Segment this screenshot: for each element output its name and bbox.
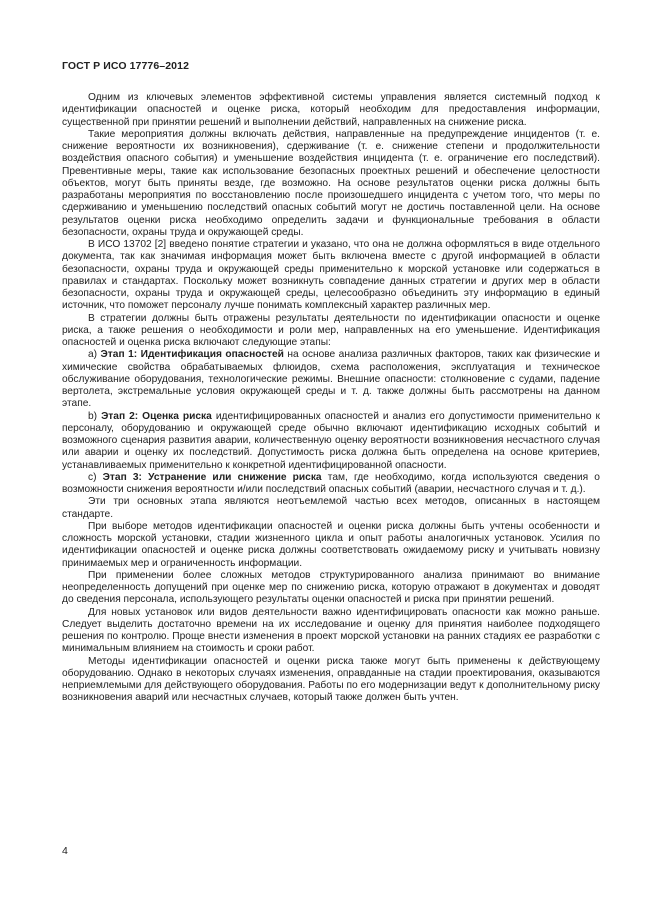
- paragraph-11: Для новых установок или видов деятельности важно идентифицировать опасности как можно раньше. Следует выделить достаточно времени на их исследование и оценку для принятия наиболее подходящего решения по контролю. Проще внести изменения в проект морской установки на ранних стадиях ее разработки с минимальным влиянием на стоимость и сроки работ.: [62, 606, 600, 655]
- stage-3-title: Этап 3: Устранение или снижение риска: [102, 471, 322, 483]
- paragraph-4: В стратегии должны быть отражены результаты деятельности по идентификации опасности и оценке риска, а также решения о необходимости и роли мер, направленных на его уменьшение. Идентификация опасностей и оценка риска включают следующие этапы:: [62, 312, 600, 348]
- standard-header: ГОСТ Р ИСО 17776–2012: [62, 60, 190, 72]
- stage-2-marker: b): [88, 410, 98, 422]
- stage-2-title: Этап 2: Оценка риска: [101, 410, 212, 422]
- paragraph-9: При выборе методов идентификации опасностей и оценки риска должны быть учтены особенности и сложность морской установки, стадии жизненного цикла и опыт работы аналогичных установок. Усилия по идентификации опасностей и оценке риска должны соответствовать ожидаемому риску и учитывать новизну принимаемых мер и ограниченность информации.: [62, 520, 600, 569]
- page-number: 4: [62, 845, 68, 857]
- paragraph-3: В ИСО 13702 [2] введено понятие стратегии и указано, что она не должна оформляться в виде отдельного документа, так как значимая информация может быть включена вместе с другой информацией в области безопасности, охраны труда и окружающей среды применительно к морской установке или содержаться в правилах и стандартах. Поскольку может возникнуть совпадение данных стратегии и других мер в области безопасности, охраны труда и окружающей среды, целесообразно объединить эту информацию в единый источник, что поможет персоналу лучше понимать комплексный характер различных мер.: [62, 239, 600, 312]
- stage-2-text: идентифицированных опасностей и анализ его допустимости применительно к персоналу, оборудованию и окружающей среде обычно включают идентификацию исходных событий и возможного сценария развития аварии, количественную оценку вероятности возникновения несчастного случая или аварии и оценку их последствий. Допустимость риска должна быть определена на основе критериев, устанавливаемых применительно к конкретной идентифицированной опасности.: [62, 410, 600, 471]
- paragraph-10: При применении более сложных методов структурированного анализа принимают во внимание неопределенность допущений при оценке мер по снижению риска, которую отражают в документах и доводят до сведения персонала, использующего результаты оценки опасностей и риска при принятии решений.: [62, 569, 600, 606]
- document-body: [62, 92, 600, 705]
- paragraph-12: Методы идентификации опасностей и оценки риска также могут быть применены к действующему оборудованию. Однако в некоторых случаях изменения, оправданные на стадии проектирования, оказываются неприемлемыми для действующего оборудования. Работы по его модернизации ведут к дополнительному риску возникновения аварий или несчастных случаев, который также должен быть учтен.: [62, 655, 600, 704]
- stage-3-item: [62, 472, 600, 497]
- stage-2-item: [62, 411, 600, 472]
- stage-3-marker: c): [88, 471, 97, 483]
- stage-1-title: Этап 1: Идентификация опасностей: [100, 349, 284, 361]
- stage-1-item: [62, 349, 600, 410]
- paragraph-1: Одним из ключевых элементов эффективной системы управления является системный подход к идентификации опасностей и оценке риска, который необходим для предоставления информации, существенной при принятии решений и выполнении действий, направленных на снижение риска.: [62, 92, 600, 128]
- stage-1-marker: a): [88, 349, 98, 361]
- stage-1-text: на основе анализа различных факторов, таких как физические и химические свойства обрабатываемых флюидов, схема расположения, эксплуатация и техническое обслуживание оборудования, технологические режимы. Внешние опасности: столкновение с судами, падение вертолета, экстремальные условия окружающей среды и т. д. также должны быть рассмотрены на данном этапе.: [62, 349, 600, 410]
- stage-3-text: там, где необходимо, когда используются сведения о возможности снижения вероятности и/или последствий опасных событий (аварии, несчастного случая и т. д.).: [62, 471, 600, 495]
- paragraph-8: Эти три основных этапа являются неотъемлемой частью всех методов, описанных в настоящем стандарте.: [62, 496, 600, 520]
- paragraph-2: Такие мероприятия должны включать действия, направленные на предупреждение инцидентов (т. е. снижение вероятности их возникновения), сдерживание (т. е. снижение степени и продолжительности воздействия опасного события) и уменьшение воздействия инцидента (т. е. ограничение его последствий). Превентивные меры, такие как использование безопасных проектных решений и обеспечение целостности объектов, могут быть приняты везде, где возможно. На основе результатов оценки риска должны быть разработаны мероприятия по восстановлению после произошедшего инцидента с учетом того, что меры по сдерживанию и уменьшению последствий опасных событий могут не достичь поставленной цели. На основе результатов оценки риска необходимо определить задачи и функциональные требования в области безопасности, охраны труда и окружающей среды.: [62, 128, 600, 238]
